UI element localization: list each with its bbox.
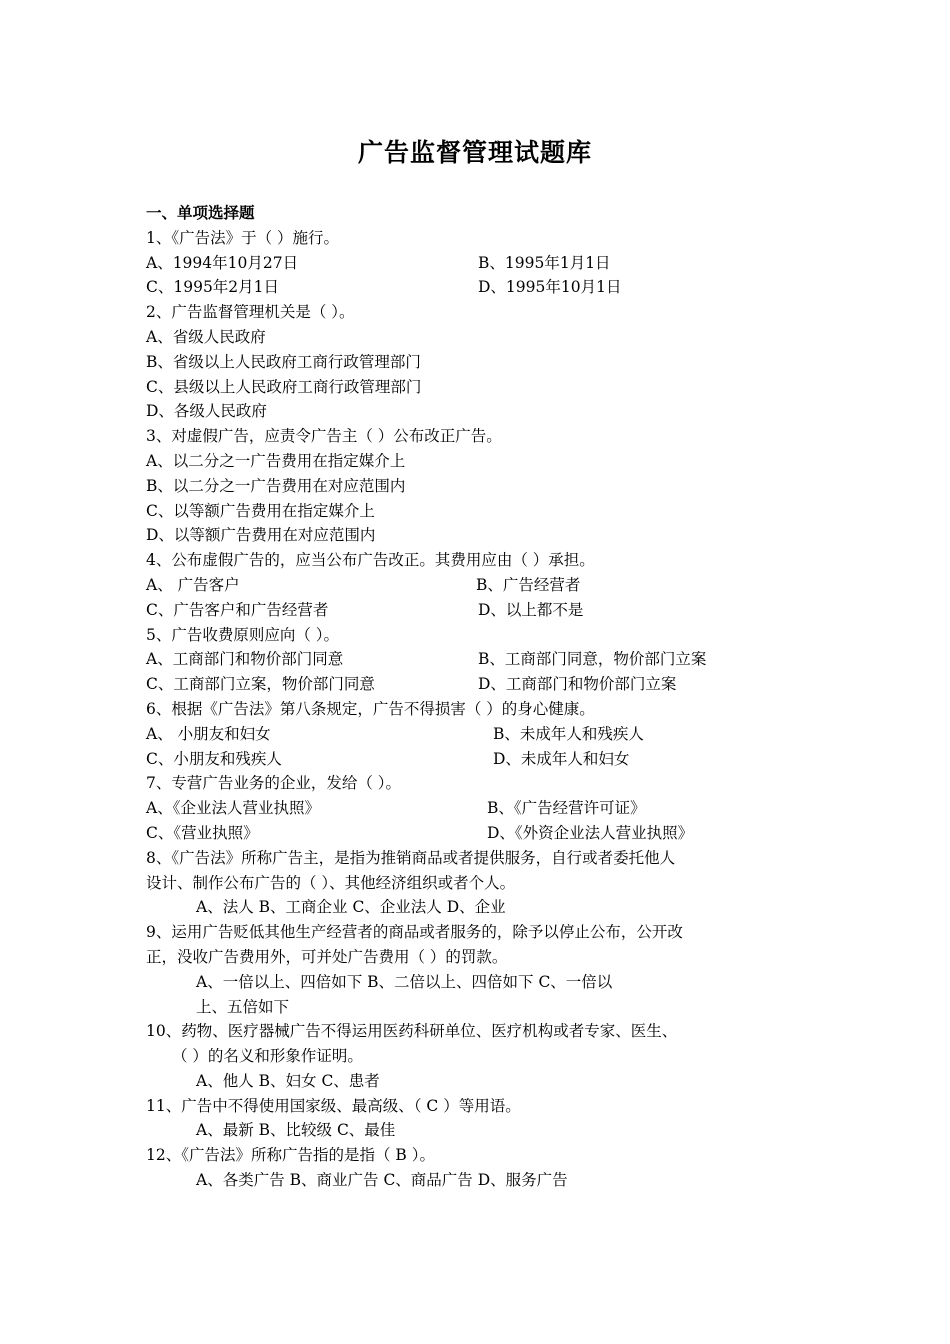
question-3-option-a: A、以二分之一广告费用在指定媒介上 [146,451,406,470]
question-7-options-row-2 [146,821,816,846]
question-1-option-c: C、1995年2月1日 [146,278,280,297]
question-5-option-c: C、工商部门立案，物价部门同意 [146,675,375,694]
question-7-option-d: D、《外资企业法人营业执照》 [487,823,694,842]
question-7-option-c: C、《营业执照》 [146,823,259,842]
question-11-stem: 11、广告中不得使用国家级、最高级、（ C ）等用语。 [146,1096,521,1115]
question-5-options-row-2 [146,672,816,697]
question-3-stem: 3、对虚假广告，应责令广告主（ ）公布改正广告。 [146,427,502,446]
question-1-option-d: D、1995年10月1日 [478,278,622,297]
question-9-options-line-1: A、一倍以上、四倍如下 B、二倍以上、四倍如下 C、一倍以 [196,972,613,991]
question-9-options-line-2: 上、五倍如下 [196,997,290,1016]
question-6-option-c: C、小朋友和残疾人 [146,749,282,768]
question-8-stem-line-1: 8、《广告法》所称广告主，是指为推销商品或者提供服务，自行或者委托他人 [146,848,676,867]
question-5-option-d: D、工商部门和物价部门立案 [478,675,677,694]
question-6-options-row-2 [146,747,816,772]
question-2-option-c: C、县级以上人民政府工商行政管理部门 [146,377,422,396]
question-3-option-b: B、以二分之一广告费用在对应范围内 [146,476,406,495]
question-1-option-a: A、1994年10月27日 [146,253,299,272]
question-6-option-d: D、未成年人和妇女 [493,749,630,768]
section-heading: 一、单项选择题 [146,204,255,222]
question-2-stem: 2、广告监督管理机关是（ ）。 [146,303,355,322]
question-4-options-row-2 [146,598,816,623]
question-9-stem-line-1: 9、运用广告贬低其他生产经营者的商品或者服务的，除予以停止公布，公开改 [146,923,683,942]
document-title: 广告监督管理试题库 [357,138,592,167]
question-4-options-row-1 [146,573,816,598]
question-7-option-a: A、《企业法人营业执照》 [146,799,320,818]
question-1-options-row-1 [146,251,816,276]
question-2-option-d: D、各级人民政府 [146,402,267,421]
question-10-stem-line-2: （ ）的名义和形象作证明。 [172,1047,363,1066]
question-5-options-row-1 [146,647,816,672]
question-4-option-a: A、 广告客户 [146,575,240,594]
question-5-option-a: A、工商部门和物价部门同意 [146,650,344,669]
question-2-option-a: A、省级人民政府 [146,327,266,346]
question-11-options: A、最新 B、比较级 C、最佳 [196,1121,396,1140]
question-5-option-b: B、工商部门同意，物价部门立案 [478,650,707,669]
question-7-option-b: B、《广告经营许可证》 [487,799,646,818]
question-6-option-a: A、 小朋友和妇女 [146,724,271,743]
question-3-option-d: D、以等额广告费用在对应范围内 [146,526,376,545]
question-10-stem-line-1: 10、药物、医疗器械广告不得运用医药科研单位、医疗机构或者专家、医生、 [146,1022,678,1041]
question-12-stem: 12、《广告法》所称广告指的是指（ B ）。 [146,1146,435,1165]
question-1-options-row-2 [146,275,816,300]
question-8-stem-line-2: 设计、制作公布广告的（ ）、其他经济组织或者个人。 [146,873,516,892]
question-6-options-row-1 [146,722,816,747]
question-4-option-d: D、以上都不是 [478,600,584,619]
question-6-option-b: B、未成年人和残疾人 [493,724,644,743]
question-list [146,201,816,1193]
question-1-stem: 1、《广告法》于（ ）施行。 [146,228,340,247]
question-4-option-b: B、广告经营者 [476,575,581,594]
question-12-options: A、各类广告 B、商业广告 C、商品广告 D、服务广告 [196,1171,568,1190]
question-7-options-row-1 [146,796,816,821]
question-9-stem-line-2: 正，没收广告费用外，可并处广告费用（ ）的罚款。 [146,947,508,966]
question-3-option-c: C、以等额广告费用在指定媒介上 [146,501,375,520]
question-7-stem: 7、专营广告业务的企业，发给（ ）。 [146,774,402,793]
question-1-option-b: B、1995年1月1日 [478,253,611,272]
question-8-options: A、法人 B、工商企业 C、企业法人 D、企业 [196,898,506,917]
question-5-stem: 5、广告收费原则应向（ ）。 [146,625,340,644]
question-2-option-b: B、省级以上人民政府工商行政管理部门 [146,352,421,371]
question-10-options: A、他人 B、妇女 C、患者 [196,1071,380,1090]
question-6-stem: 6、根据《广告法》第八条规定，广告不得损害（ ）的身心健康。 [146,699,595,718]
question-4-stem: 4、公布虚假广告的，应当公布广告改正。其费用应由（ ）承担。 [146,551,595,570]
question-4-option-c: C、广告客户和广告经营者 [146,600,329,619]
